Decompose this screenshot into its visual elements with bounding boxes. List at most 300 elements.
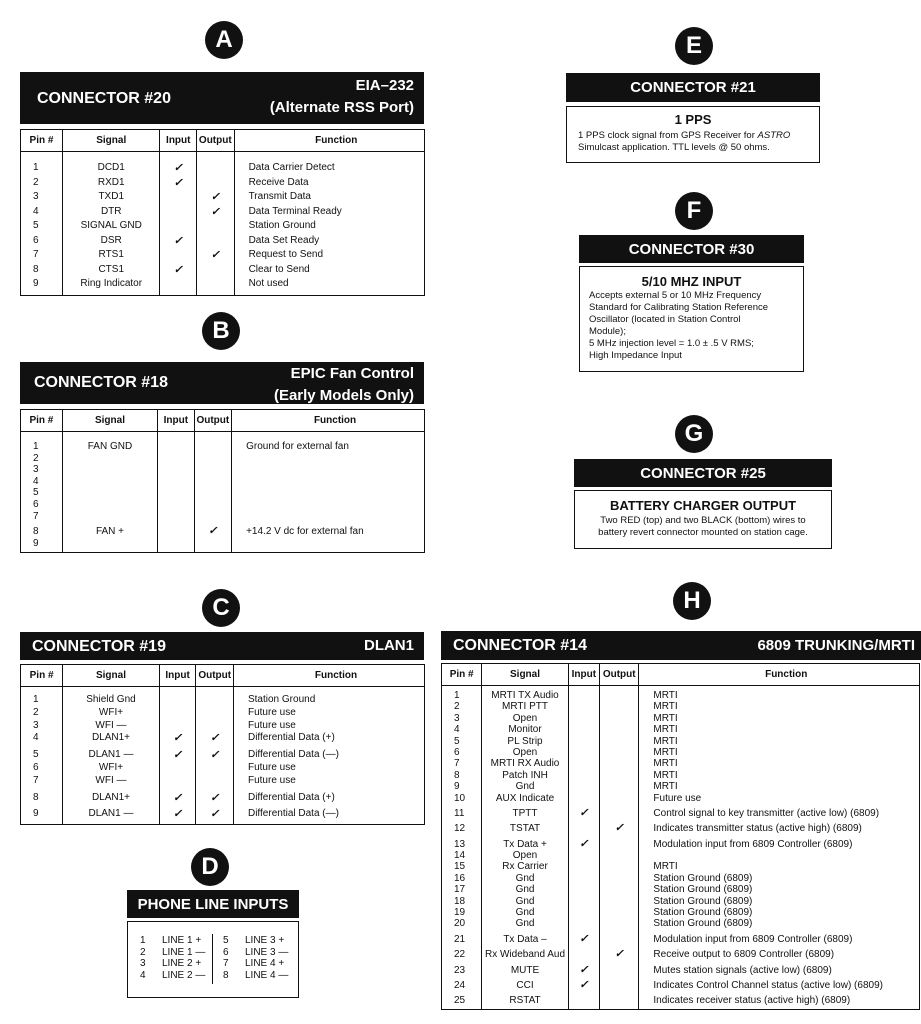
- table-body: [21, 152, 425, 296]
- connector-25-title: CONNECTOR #25: [640, 465, 766, 482]
- row-7-output: [600, 758, 638, 769]
- row-2-input: [160, 707, 196, 720]
- row-8-signal: Patch INH: [502, 769, 548, 781]
- row-1-input: [569, 690, 599, 701]
- row-4-function: MRTI: [653, 724, 678, 736]
- row-10-output: [600, 793, 638, 804]
- row-4-signal: Monitor: [508, 724, 542, 736]
- function-values: [248, 687, 424, 824]
- column-header-pin: Pin #: [21, 665, 63, 687]
- column-header-input: Input: [568, 664, 599, 686]
- row-11-pin: 11: [454, 807, 465, 819]
- row-4-signal: [63, 476, 157, 488]
- description-line: Standard for Calibrating Station Reference: [589, 302, 769, 313]
- column-output-cells: [196, 687, 234, 825]
- check-mark-icon: ✓: [210, 249, 220, 261]
- row-20-input: [569, 918, 599, 929]
- row-4-function: Data Terminal Ready: [248, 205, 342, 217]
- connector-25-box-title: BATTERY CHARGER OUTPUT: [609, 498, 797, 513]
- row-9-signal: Gnd: [515, 781, 535, 793]
- row-15-signal: Rx Carrier: [502, 861, 548, 873]
- check-mark-icon: ✓: [614, 822, 624, 835]
- row-7-pin: 7: [33, 774, 39, 786]
- row-25-function: Indicates receiver status (active high) (6809): [653, 995, 851, 1007]
- row-1-signal: Shield Gnd: [86, 694, 136, 705]
- row-8-output: [197, 263, 234, 278]
- row-18-function: Station Ground (6809): [653, 895, 753, 907]
- column-signal-cells: [482, 686, 568, 1010]
- function-values: [249, 152, 424, 295]
- row-5-output: [197, 219, 234, 234]
- row-9-pin: 9: [33, 808, 39, 820]
- column-header-pin: Pin #: [442, 664, 482, 686]
- output-values: [195, 432, 231, 552]
- row-3-pin: 3: [33, 464, 39, 476]
- row-3-output: [195, 464, 231, 476]
- phone-line-label: LINE 4 —: [245, 969, 289, 981]
- row-2-pin: 2: [33, 176, 39, 188]
- row-2-output: [197, 176, 234, 191]
- row-24-output: [600, 980, 638, 991]
- column-function-cells: [639, 686, 920, 1010]
- row-12-input: [569, 823, 599, 834]
- phone-line-item: [223, 935, 288, 947]
- row-11-output: [600, 808, 638, 819]
- row-1-function: Ground for external fan: [246, 441, 349, 452]
- check-mark-icon: ✓: [210, 191, 220, 203]
- row-3-output: [600, 713, 638, 724]
- row-5-signal: PL Strip: [507, 735, 543, 747]
- pin-values: [33, 152, 62, 295]
- row-15-input: [569, 861, 599, 872]
- row-9-output: [195, 538, 231, 550]
- check-mark-icon: ✓: [173, 234, 183, 247]
- phone-lines-left: [140, 935, 205, 981]
- row-6-pin: 6: [33, 761, 39, 773]
- column-function-cells: [234, 152, 424, 296]
- row-7-function: Request to Send: [248, 249, 324, 260]
- row-12-function: Indicates transmitter status (active high) (6809): [653, 823, 862, 835]
- row-4-function: [246, 476, 424, 488]
- row-12-pin: 12: [454, 823, 466, 835]
- row-8-function: +14.2 V dc for external fan: [246, 526, 364, 538]
- function-values: [246, 432, 424, 552]
- phone-line-number: 1: [140, 935, 146, 946]
- column-header-function: Function: [232, 410, 425, 432]
- connector-21-description: 1 PPS clock signal from GPS Receiver for ASTRO Simulcast application. TTL levels @ 50 ohms.: [578, 130, 791, 153]
- row-5-function: MRTI: [653, 735, 678, 747]
- phone-line-label: LINE 1 —: [162, 946, 206, 958]
- row-4-output: [600, 724, 638, 735]
- row-18-signal: Gnd: [515, 895, 535, 907]
- row-25-input: [569, 995, 599, 1006]
- row-15-function: MRTI: [653, 861, 678, 873]
- connector-19-header: [20, 632, 424, 660]
- row-19-pin: 19: [454, 907, 466, 919]
- connector-19-table: [20, 664, 425, 825]
- row-15-output: [600, 861, 638, 872]
- row-21-signal: Tx Data –: [503, 933, 547, 945]
- column-header-input: Input: [160, 130, 197, 152]
- row-8-function: Differential Data (+): [247, 791, 335, 803]
- check-mark-icon: ✓: [614, 948, 624, 961]
- row-6-output: [195, 499, 231, 511]
- row-8-signal: CTS1: [98, 263, 124, 275]
- column-output-cells: [600, 686, 639, 1010]
- row-23-function: Mutes station signals (active low) (6809): [653, 964, 832, 976]
- row-5-pin: 5: [33, 220, 39, 231]
- row-11-signal: TPTT: [512, 807, 538, 819]
- phone-line-item: [140, 970, 205, 982]
- column-header-output: Output: [196, 665, 234, 687]
- column-signal-cells: [62, 432, 157, 553]
- section-b-badge: B: [202, 312, 240, 350]
- row-1-pin: 1: [33, 694, 39, 705]
- row-3-input: [160, 190, 196, 205]
- connector-18-title: CONNECTOR #18: [34, 374, 168, 391]
- row-20-signal: Gnd: [515, 918, 535, 930]
- connector-14-header: [441, 631, 921, 660]
- row-1-pin: 1: [33, 162, 39, 173]
- table-body: [442, 686, 920, 1010]
- row-1-input: [160, 694, 196, 707]
- row-19-signal: Gnd: [515, 907, 535, 919]
- output-values: [197, 152, 234, 295]
- row-16-function: Station Ground (6809): [653, 872, 753, 884]
- check-mark-icon: ✓: [579, 932, 589, 945]
- connector-14-table: [441, 663, 920, 1010]
- row-7-function: [246, 511, 424, 523]
- connector-18-subtitle: EPIC Fan Control (Early Models Only): [273, 365, 414, 404]
- pin-values: [454, 686, 481, 1009]
- row-5-function: Differential Data (—): [247, 749, 339, 761]
- phone-line-item: [140, 958, 205, 970]
- phone-line-number: 3: [140, 958, 146, 969]
- row-8-signal: DLAN1+: [91, 791, 131, 803]
- column-header-pin: Pin #: [21, 410, 63, 432]
- row-1-signal: DCD1: [97, 162, 125, 173]
- row-4-pin: 4: [33, 732, 39, 744]
- table-header-row: [21, 410, 425, 432]
- column-header-input: Input: [158, 410, 195, 432]
- row-22-signal: Rx Wideband Aud: [484, 949, 566, 961]
- row-19-output: [600, 907, 638, 918]
- row-7-signal: MRTI RX Audio: [490, 758, 560, 770]
- column-header-output: Output: [197, 130, 235, 152]
- row-8-input: [569, 770, 599, 781]
- row-13-output: [600, 839, 638, 850]
- check-mark-icon: ✓: [210, 749, 220, 762]
- check-mark-icon: ✓: [172, 808, 183, 821]
- row-6-output: [196, 762, 233, 775]
- column-signal-cells: [62, 152, 160, 296]
- row-6-output: [197, 234, 234, 249]
- input-values: [569, 686, 599, 1009]
- row-14-signal: Open: [512, 850, 538, 862]
- row-6-pin: 6: [33, 498, 39, 510]
- row-8-function: Clear to Send: [248, 263, 310, 275]
- connector-21-header: [566, 73, 820, 102]
- row-20-output: [600, 918, 638, 929]
- row-9-pin: 9: [33, 537, 39, 549]
- check-mark-icon: ✓: [579, 806, 589, 819]
- function-values: [653, 686, 919, 1009]
- row-7-input: [160, 775, 196, 788]
- row-7-pin: 7: [33, 249, 39, 260]
- row-16-input: [569, 873, 599, 884]
- pin-values: [33, 687, 62, 824]
- column-header-output: Output: [194, 410, 231, 432]
- row-9-output: [600, 781, 638, 792]
- column-pin-cells: [21, 152, 63, 296]
- phone-line-label: LINE 3 —: [245, 946, 289, 958]
- row-6-function: Data Set Ready: [248, 234, 320, 246]
- row-14-pin: 14: [454, 850, 466, 862]
- signal-values: [63, 432, 157, 552]
- column-pin-cells: [442, 686, 482, 1010]
- check-mark-icon: ✓: [172, 791, 183, 804]
- row-6-signal: Open: [512, 746, 538, 758]
- phone-line-label: LINE 1 +: [162, 935, 202, 946]
- pin-values: [33, 432, 62, 552]
- row-11-function: Control signal to key transmitter (active low) (6809): [653, 807, 880, 819]
- row-9-signal: Ring Indicator: [80, 278, 143, 289]
- row-4-signal: DLAN1+: [91, 732, 131, 744]
- phone-line-number: 6: [223, 946, 229, 958]
- section-g-badge: G: [675, 415, 713, 453]
- row-10-input: [569, 793, 599, 804]
- phone-line-inputs-header: [127, 890, 299, 918]
- row-7-function: Future use: [247, 774, 296, 786]
- row-10-signal: AUX Indicate: [495, 792, 555, 804]
- row-4-signal: DTR: [100, 205, 122, 217]
- row-23-signal: MUTE: [510, 964, 540, 976]
- row-8-output: [600, 770, 638, 781]
- input-values: [160, 152, 196, 295]
- row-1-function: Data Carrier Detect: [248, 162, 335, 173]
- row-8-signal: FAN +: [95, 526, 125, 538]
- signal-values: [63, 687, 159, 824]
- row-2-signal: WFI+: [98, 706, 124, 718]
- row-2-output: [196, 707, 233, 720]
- column-header-function: Function: [639, 664, 920, 686]
- connector-18-header: [20, 362, 424, 404]
- row-16-output: [600, 873, 638, 884]
- column-pin-cells: [21, 432, 63, 553]
- phone-line-item: [223, 958, 288, 970]
- row-5-function: Station Ground: [248, 220, 316, 231]
- row-9-pin: 9: [33, 278, 39, 289]
- row-5-pin: 5: [33, 749, 39, 761]
- row-2-input: [569, 701, 599, 712]
- row-7-output: [196, 775, 233, 788]
- row-7-signal: RTS1: [98, 249, 124, 260]
- check-mark-icon: ✓: [173, 263, 183, 276]
- column-header-signal: Signal: [62, 410, 157, 432]
- row-24-signal: CCI: [516, 979, 534, 991]
- section-h-badge: H: [673, 582, 711, 620]
- row-1-pin: 1: [33, 441, 39, 452]
- row-17-function: Station Ground (6809): [653, 884, 753, 896]
- row-7-input: [158, 511, 194, 523]
- phone-line-number: 2: [140, 946, 146, 958]
- row-5-function: [246, 487, 424, 499]
- row-22-pin: 22: [454, 949, 466, 961]
- column-header-signal: Signal: [62, 130, 160, 152]
- row-6-function: Future use: [247, 761, 296, 773]
- row-4-input: [160, 205, 196, 220]
- row-2-signal: MRTI PTT: [502, 701, 548, 713]
- table-header-row: [21, 130, 425, 152]
- description-line: Two RED (top) and two BLACK (bottom) wires to: [600, 515, 806, 526]
- row-2-pin: 2: [454, 701, 460, 713]
- check-mark-icon: ✓: [210, 205, 220, 218]
- phone-line-item: [223, 970, 288, 982]
- row-6-function: MRTI: [653, 746, 678, 758]
- connector-30-header: [579, 235, 804, 263]
- row-9-input: [160, 277, 196, 292]
- phone-lines-right: [223, 935, 288, 981]
- description-line: battery revert connector mounted on station cage.: [598, 527, 808, 538]
- row-17-output: [600, 884, 638, 895]
- connector-21-box: [566, 106, 820, 163]
- section-d-badge: D: [191, 848, 229, 886]
- row-9-function: Not used: [248, 278, 289, 289]
- row-3-input: [569, 713, 599, 724]
- row-9-output: [197, 277, 234, 292]
- check-mark-icon: ✓: [579, 963, 589, 976]
- row-3-function: Transmit Data: [248, 191, 311, 202]
- phone-line-item: [140, 935, 205, 947]
- row-1-output: [196, 694, 233, 707]
- phone-line-number: 7: [223, 958, 229, 969]
- row-22-input: [569, 949, 599, 960]
- description-line: High Impedance Input: [589, 350, 682, 361]
- row-10-function: Future use: [653, 792, 702, 804]
- row-1-pin: 1: [454, 690, 460, 701]
- row-6-output: [600, 747, 638, 758]
- phone-line-number: 4: [140, 969, 146, 981]
- check-mark-icon: ✓: [172, 749, 183, 762]
- row-21-pin: 21: [454, 933, 466, 945]
- section-f-badge: F: [675, 192, 713, 230]
- row-2-signal: RXD1: [97, 176, 125, 188]
- row-2-signal: [63, 453, 157, 465]
- check-mark-icon: ✓: [208, 525, 218, 538]
- check-mark-icon: ✓: [173, 162, 183, 174]
- row-2-function: MRTI: [653, 701, 678, 713]
- output-values: [196, 687, 233, 824]
- row-3-pin: 3: [33, 191, 39, 202]
- row-2-input: [158, 453, 194, 465]
- row-3-signal: WFI —: [95, 719, 127, 731]
- row-14-input: [569, 850, 599, 861]
- phone-lines-divider: [212, 934, 213, 984]
- row-1-function: Station Ground: [247, 694, 316, 705]
- row-9-signal: [63, 538, 157, 550]
- signal-values: [63, 152, 160, 295]
- row-17-pin: 17: [454, 884, 466, 896]
- row-5-input: [569, 736, 599, 747]
- description-line: Accepts external 5 or 10 MHz Frequency: [589, 290, 762, 301]
- column-header-output: Output: [600, 664, 639, 686]
- row-4-pin: 4: [33, 205, 39, 217]
- row-2-function: Future use: [247, 706, 296, 718]
- column-output-cells: [194, 432, 231, 553]
- row-4-pin: 4: [454, 724, 460, 736]
- phone-line-label: LINE 2 +: [162, 958, 202, 969]
- check-mark-icon: ✓: [579, 837, 589, 850]
- input-values: [160, 687, 196, 824]
- row-3-pin: 3: [454, 712, 460, 724]
- connector-18-table: [20, 409, 425, 553]
- row-24-pin: 24: [454, 979, 466, 991]
- connector-25-box: [574, 490, 832, 549]
- row-7-input: [160, 248, 196, 263]
- row-1-output: [600, 690, 638, 701]
- column-header-input: Input: [159, 665, 196, 687]
- connector-19-subtitle: DLAN1: [363, 637, 414, 654]
- row-5-signal: DLAN1 —: [88, 749, 134, 761]
- connector-30-description: [580, 290, 803, 362]
- row-3-output: [196, 720, 233, 733]
- row-22-function: Receive output to 6809 Controller (6809): [653, 949, 835, 961]
- phone-line-inputs-box: [127, 921, 299, 998]
- check-mark-icon: ✓: [210, 808, 220, 821]
- row-3-signal: Open: [512, 712, 538, 724]
- section-c-badge: C: [202, 589, 240, 627]
- column-input-cells: [159, 687, 196, 825]
- row-19-input: [569, 907, 599, 918]
- row-1-output: [197, 161, 234, 176]
- row-6-signal: [63, 499, 157, 511]
- column-function-cells: [233, 687, 424, 825]
- row-12-signal: TSTAT: [509, 823, 541, 835]
- row-20-function: Station Ground (6809): [653, 918, 753, 930]
- row-2-function: Receive Data: [248, 176, 309, 188]
- row-17-signal: Gnd: [515, 884, 535, 896]
- row-2-pin: 2: [33, 452, 39, 464]
- output-values: [600, 686, 638, 1009]
- row-4-input: [158, 476, 194, 488]
- row-3-input: [158, 464, 194, 476]
- row-1-output: [195, 441, 231, 453]
- column-header-function: Function: [233, 665, 424, 687]
- row-4-output: [195, 476, 231, 488]
- row-9-signal: DLAN1 —: [88, 808, 134, 820]
- row-3-input: [160, 720, 196, 733]
- connector-19-title: CONNECTOR #19: [32, 638, 166, 655]
- table-body: [21, 432, 425, 553]
- row-6-signal: DSR: [100, 234, 122, 246]
- row-14-output: [600, 850, 638, 861]
- row-5-signal: SIGNAL GND: [80, 220, 142, 231]
- row-3-function: MRTI: [653, 712, 678, 724]
- row-9-input: [158, 538, 194, 550]
- row-5-output: [195, 487, 231, 499]
- row-8-input: [158, 526, 194, 538]
- column-header-signal: Signal: [482, 664, 568, 686]
- connector-30-box: [579, 266, 804, 372]
- row-7-pin: 7: [454, 758, 460, 770]
- row-13-function: Modulation input from 6809 Controller (6809): [653, 838, 853, 850]
- phone-line-label: LINE 2 —: [162, 969, 206, 981]
- row-14-function: [653, 850, 919, 861]
- row-9-input: [569, 781, 599, 792]
- row-23-output: [600, 965, 638, 976]
- row-21-output: [600, 934, 638, 945]
- column-signal-cells: [63, 687, 160, 825]
